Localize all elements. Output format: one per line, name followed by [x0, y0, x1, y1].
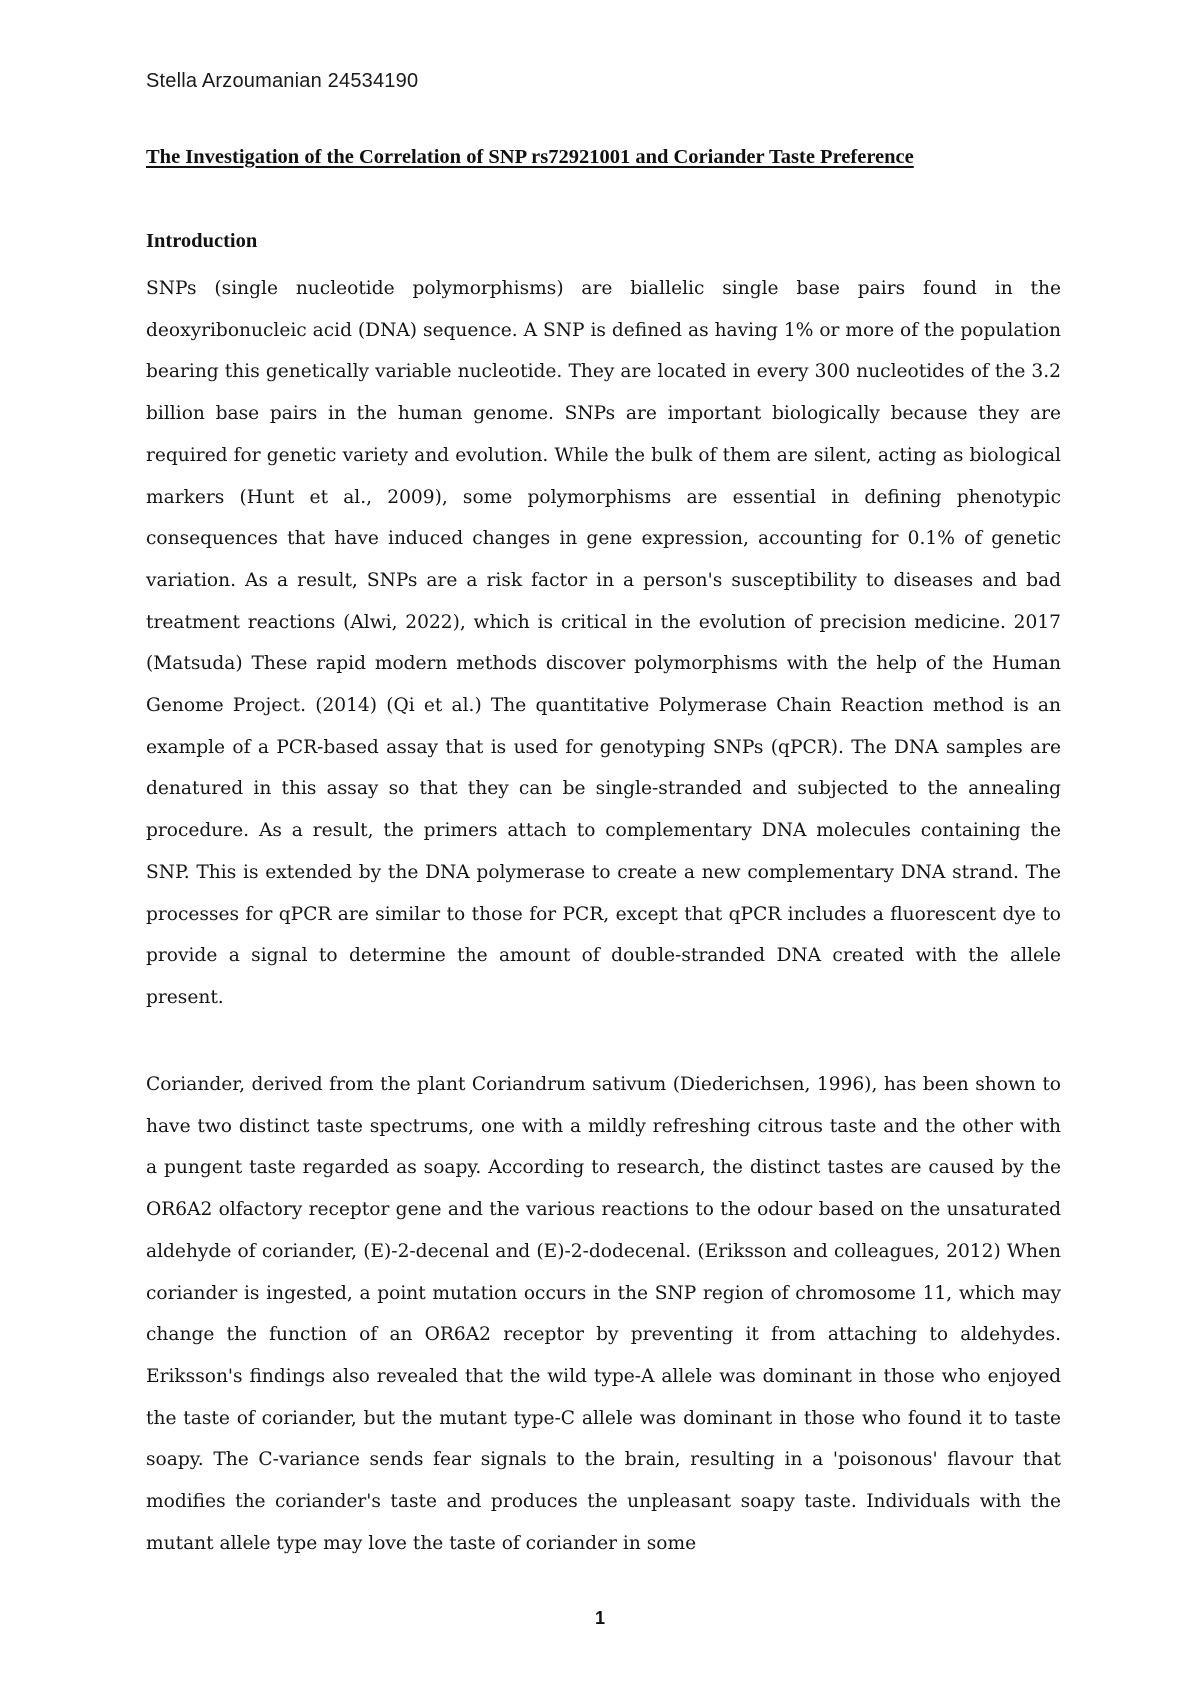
document-title: The Investigation of the Correlation of SNP rs72921001 and Coriander Taste Preference [146, 146, 914, 168]
section-heading-introduction: Introduction [146, 230, 258, 252]
paragraph-coriander: Coriander, derived from the plant Coriandrum sativum (Diederichsen, 1996), has been shown to have two distinct taste spectrums, one with a mildly refreshing citrous taste and the other with a pungent taste regarded as soapy. According to research, the distinct tastes are caused by the OR6A2 olfactory receptor gene and the various reactions to the odour based on the unsaturated aldehyde of coriander, (E)-2-decenal and (E)-2-dodecenal. (Eriksson and colleagues, 2012) When coriander is ingested, a point mutation occurs in the SNP region of chromosome 11, which may change the function of an OR6A2 receptor by preventing it from attaching to aldehydes. Eriksson's findings also revealed that the wild type-A allele was dominant in those who enjoyed the taste of coriander, but the mutant type-C allele was dominant in those who found it to taste soapy. The C-variance sends fear signals to the brain, resulting in a 'poisonous' flavour that modifies the coriander's taste and produces the unpleasant soapy taste. Individuals with the mutant allele type may love the taste of coriander in some [146, 1074, 1061, 1554]
page-number: 1 [594, 1608, 605, 1628]
header-author-line: Stella Arzoumanian 24534190 [146, 70, 419, 92]
paragraph-snps: SNPs (single nucleotide polymorphisms) are biallelic single base pairs found in the deoxyribonucleic acid (DNA) sequence. A SNP is defined as having 1% or more of the population bearing this genetically variable nucleotide. They are located in every 300 nucleotides of the 3.2 billion base pairs in the human genome. SNPs are important biologically because they are required for genetic variety and evolution. While the bulk of them are silent, acting as biological markers (Hunt et al., 2009), some polymorphisms are essential in defining phenotypic consequences that have induced changes in gene expression, accounting for 0.1% of genetic variation. As a result, SNPs are a risk factor in a person's susceptibility to diseases and bad treatment reactions (Alwi, 2022), which is critical in the evolution of precision medicine. 2017 (Matsuda) These rapid modern methods discover polymorphisms with the help of the Human Genome Project. (2014) (Qi et al.) The quantitative Polymerase Chain Reaction method is an example of a PCR-based assay that is used for genotyping SNPs (qPCR). The DNA samples are denatured in this assay so that they can be single-stranded and subjected to the annealing procedure. As a result, the primers attach to complementary DNA molecules containing the SNP. This is extended by the DNA polymerase to create a new complementary DNA strand. The processes for qPCR are similar to those for PCR, except that qPCR includes a fluorescent dye to provide a signal to determine the amount of double-stranded DNA created with the allele present. [146, 278, 1061, 1008]
